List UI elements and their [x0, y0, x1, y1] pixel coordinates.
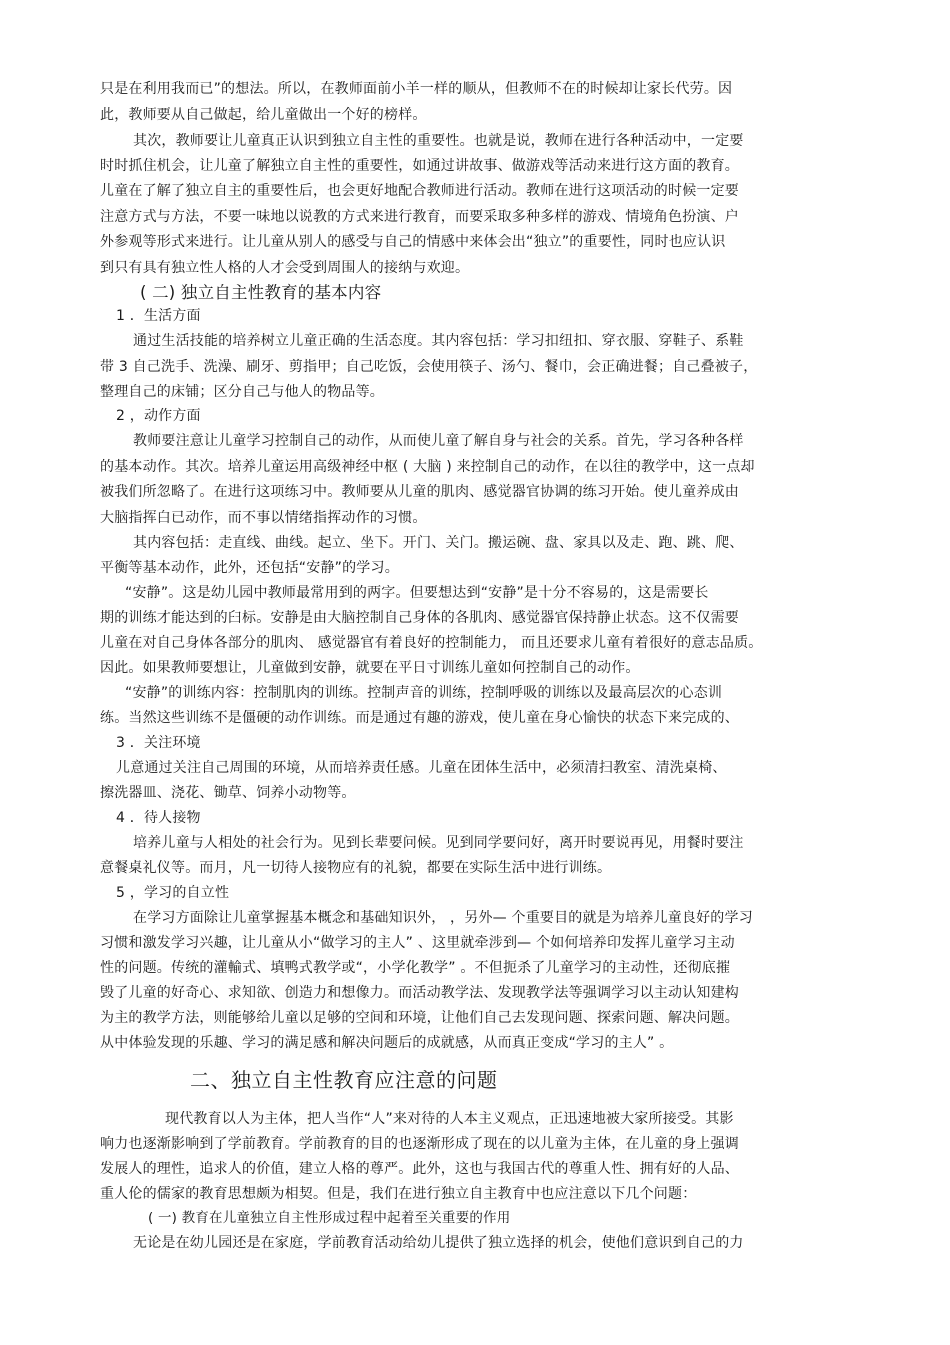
text-line: 因此。如果教师要想让，儿童做到安静，就要在平日寸训练儿童如何控制自己的动作。 — [100, 660, 640, 676]
item-heading: 3 ．关注环境 — [116, 735, 201, 751]
text-line: 其内容包括：走直线、曲线。起立、坐下。开门、关门。搬运碗、盘、家具以及走、跑、跳、爬、 — [133, 535, 744, 551]
text-line: 毁了儿童的好奇心、求知欲、创造力和想像力。而活动教学法、发现教学法等强调学习以主动认知建构 — [100, 985, 739, 1001]
text-line: 培养儿童与人相处的社会行为。见到长辈要问候。见到同学要问好，离开时要说再见，用餐时要注 — [133, 835, 744, 851]
item-heading: 5 ，学习的自立性 — [116, 885, 230, 901]
text-line: 的基本动作。其次。培养儿童运用高级神经中枢 ( 大脑 ) 来控制自己的动作，在以往的教学中，这一点却 — [100, 459, 755, 475]
item-heading: 4 ．待人接物 — [116, 810, 201, 826]
text-line: 在学习方面除让儿童掌握基本概念和基础知识外， ，另外— 个重要目的就是为培养儿童良好的学习 — [133, 910, 753, 926]
text-line: 期的训练才能达到的臼标。安静是由大脑控制自己身体的各肌肉、感觉器官保持静止状态。这不仅需要 — [100, 610, 739, 626]
text-line: 为主的教学方法，则能够给儿童以足够的空间和环境，让他们自己去发现问题、探索问题、解决问题。 — [100, 1010, 739, 1026]
text-line: 练。当然这些训练不是僵硬的动作训练。而是通过有趣的游戏，使儿童在身心愉快的状态下来完成的、 — [100, 710, 739, 726]
text-line: 儿童在了解了独立自主的重要性后，也会更好地配合教师进行活动。教师在进行这项活动的时候一定要 — [100, 183, 739, 199]
text-line: 此，教师要从自己做起，给儿童做出一个好的榜样。 — [100, 107, 427, 123]
text-line: 发展人的理性，追求人的价值，建立人格的尊严。此外，这也与我国古代的尊重人性、拥有好的人品、 — [100, 1161, 739, 1177]
subsection-heading: ( 一) 教育在儿童独立自主性形成过程中起着至关重要的作用 — [148, 1210, 511, 1226]
text-line: 无论是在幼儿园还是在家庭，学前教育活动给幼儿提供了独立选择的机会，使他们意识到自己的力 — [133, 1235, 744, 1251]
text-line: 重人伦的儒家的教育思想颇为相契。但是，我们在进行独立自主教育中也应注意以下几个问题： — [100, 1186, 697, 1202]
section-heading: ( 二) 独立自主性教育的基本内容 — [140, 283, 382, 302]
text-line: “安静”。这是幼儿园中教师最常用到的两字。但要想达到“安静”是十分不容易的，这是需要长 — [125, 585, 709, 601]
text-line: 平衡等基本动作，此外，还包括“安静”的学习。 — [100, 560, 399, 576]
text-line: 整理自己的床铺；区分自己与他人的物品等。 — [100, 384, 384, 400]
chapter-heading: 二、独立自主性教育应注意的问题 — [190, 1068, 498, 1092]
text-line: 儿童在对自己身体各部分的肌肉、 感觉器官有着良好的控制能力， 而且还要求儿童有着很好的意志品质。 — [100, 635, 763, 651]
text-line: 儿意通过关注自己周围的环境，从而培养责任感。儿童在团体生活中，必须清扫教室、清洗桌椅、 — [116, 760, 727, 776]
text-line: 时时抓住机会，让儿童了解独立自主性的重要性，如通过讲故事、做游戏等活动来进行这方面的教育。 — [100, 158, 739, 174]
text-line: 现代教育以人为主体，把人当作“人”来对待的人本主义观点，正迅速地被大家所接受。其影 — [165, 1111, 734, 1127]
text-line: 被我们所忽略了。在进行这项练习中。教师要从儿童的肌肉、感觉器官协调的练习开始。使儿童养成由 — [100, 484, 739, 500]
text-line: 到只有具有独立性人格的人才会受到周围人的接纳与欢迎。 — [100, 260, 470, 276]
text-line: 教师要注意让儿童学习控制自己的动作，从而使儿童了解自身与社会的关系。首先，学习各种各样 — [133, 433, 744, 449]
text-line: 通过生活技能的培养树立儿童正确的生活态度。其内容包括：学习扣纽扣、穿衣服、穿鞋子、系鞋 — [133, 333, 744, 349]
text-line: 擦洗器皿、浇花、锄草、饲养小动物等。 — [100, 785, 356, 801]
text-line: “安静”的训练内容：控制肌肉的训练。控制声音的训练，控制呼吸的训练以及最高层次的心态训 — [125, 685, 723, 701]
text-line: 其次，教师要让儿童真正认识到独立自主性的重要性。也就是说，教师在进行各种活动中，一定要 — [133, 133, 744, 149]
item-heading: 2 ，动作方面 — [116, 408, 201, 424]
text-line: 从中体验发现的乐趣、学习的满足感和解决问题后的成就感，从而真正变成“学习的主人” 。 — [100, 1035, 674, 1051]
text-line: 大脑指挥白已动作，而不事以情绪指挥动作的习惯。 — [100, 510, 427, 526]
text-line: 性的问题。传统的灌輸式、填鸭式教学或“，小学化教学” 。不但扼杀了儿童学习的主动性，还彻底摧 — [100, 960, 731, 976]
text-line: 带 3 自己洗手、洗澡、刷牙、剪指甲；自己吃饭，会使用筷子、汤勺、餐巾，会正确进餐；自己叠被子， — [100, 359, 758, 375]
item-heading: 1 ．生活方面 — [116, 308, 201, 324]
text-line: 意餐桌礼仪等。而月，凡一切待人接物应有的礼貌，都要在实际生活中进行训练。 — [100, 860, 612, 876]
text-line: 响力也逐渐影响到了学前教育。学前教育的目的也逐渐形成了现在的以儿童为主体，在儿童的身上强调 — [100, 1136, 739, 1152]
text-line: 只是在利用我而已”的想法。所以，在教师面前小羊一样的顺从，但教师不在的时候却让家长代劳。因 — [100, 81, 733, 97]
text-line: 外参观等形式来进行。让儿童从别人的感受与自己的情感中来体会出“独立”的重要性，同时也应认识 — [100, 234, 726, 250]
text-line: 注意方式与方法，不要一味地以说教的方式来进行教育，而要采取多种多样的游戏、情境角色扮演、户 — [100, 209, 739, 225]
text-line: 习惯和激发学习兴趣，让儿童从小“做学习的主人” 、这里就牵涉到— 个如何培养印发挥儿童学习主动 — [100, 935, 735, 951]
